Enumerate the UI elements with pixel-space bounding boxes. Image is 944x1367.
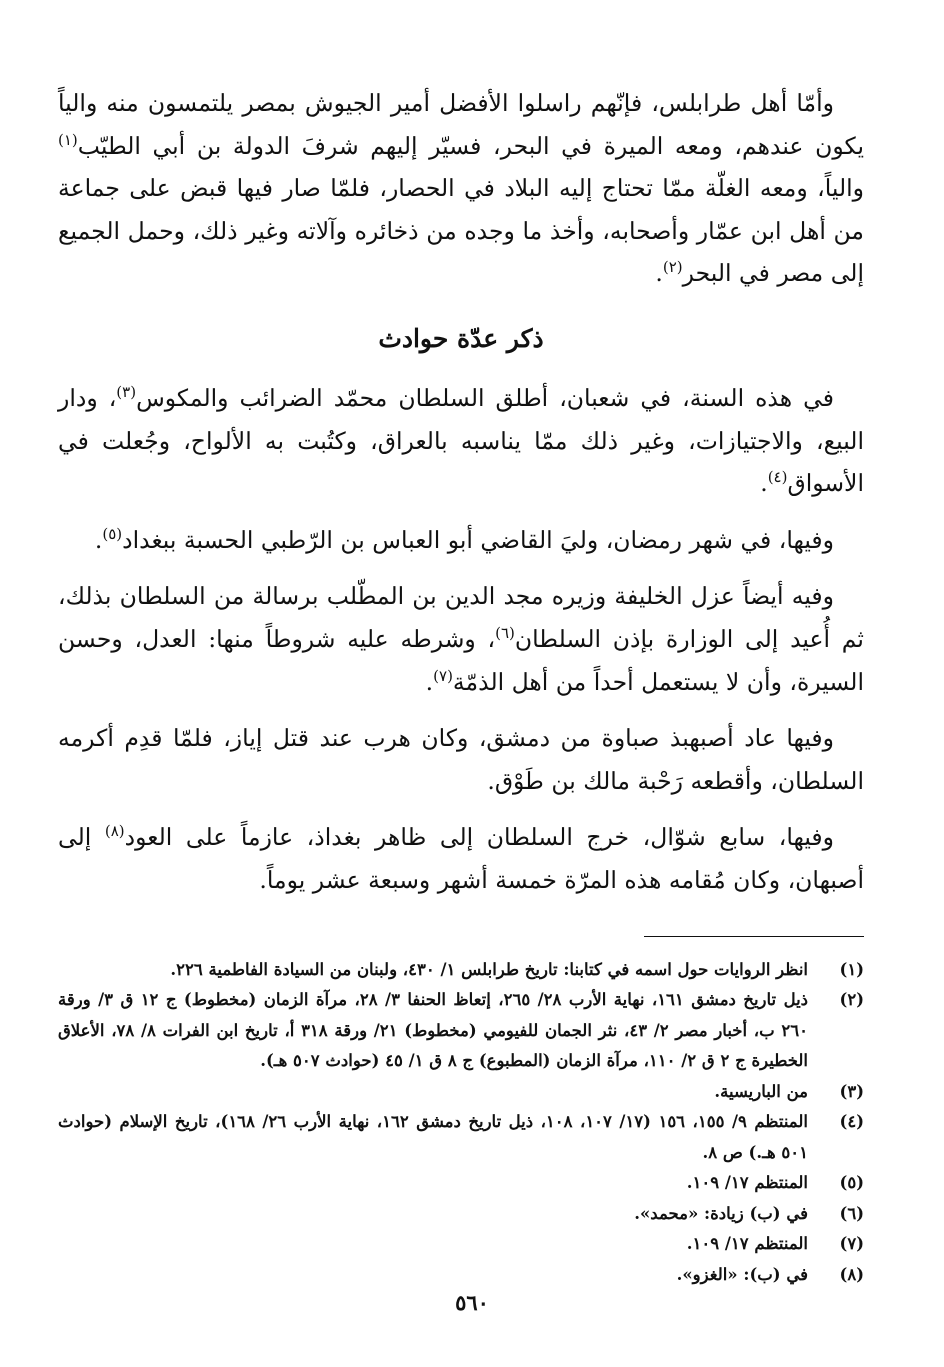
paragraph-text: والياً، ومعه الغلّة ممّا تحتاج إليه البلاد في الحصار، فلمّا صار فيها قبض على جماعة من أهل ابن عمّار وأصحابه، وأخذ ما وجده من ذخائره وآلاته وغير ذلك، وحمل الجميع إلى مصر في البحر: [58, 174, 864, 288]
footnote-number: (٦): [839, 1203, 864, 1223]
paragraph-text: وأمّا أهل طرابلس، فإنّهم راسلوا الأفضل أمير الجيوش بمصر يلتمسون منه والياً يكون عندهم، ومعه الميرة في البحر، فسيّر إليهم شرفَ الدولة بن أبي الطيّب: [58, 89, 864, 160]
paragraph-end: .: [425, 667, 434, 696]
footnote-reference[interactable]: (٨): [104, 822, 125, 841]
footnote-item: [58, 955, 864, 986]
footnote-reference[interactable]: (٦): [495, 624, 515, 643]
paragraph-text: .: [94, 525, 103, 554]
footnote-text: المنتظم ١٧/ ١٠٩.: [686, 1173, 808, 1192]
paragraph-taxes: [58, 377, 864, 505]
paragraph-shawwal: [58, 816, 864, 901]
paragraph-text: ، وشرطه عليه شروطاً منها: العدل، وحسن السيرة، وأن لا يستعمل أحداً من أهل الذمّة: [58, 624, 864, 696]
document-page: [58, 82, 864, 1290]
footnote-item: [58, 985, 864, 1077]
footnote-separator: [644, 936, 864, 937]
footnote-item: [58, 1168, 864, 1199]
footnote-number: (٥): [839, 1173, 864, 1192]
footnote-item: [58, 1199, 864, 1230]
footnote-text: من الباريسية.: [714, 1081, 808, 1101]
footnote-number: (١): [839, 959, 864, 979]
footnote-text: انظر الروايات حول اسمه في كتابنا: تاريخ طرابلس ١/ ٤٣٠، ولبنان من السيادة الفاطمية ٢٢٦.: [170, 959, 808, 979]
section-heading: ذكر عدّة حوادث: [378, 323, 544, 353]
footnote-text: المنتظم ٩/ ١٥٥، ١٥٦ (١٧/ ١٠٧، ١٠٨، ذيل تاريخ دمشق ١٦٢، نهاية الأرب ٢٦/ ١٦٨)، تاريخ الإسلام (حوادث ٥٠١ هـ.) ص ٨.: [58, 1112, 808, 1162]
page-number: ٥٦٠: [455, 1290, 489, 1315]
paragraph-vizier: [58, 575, 864, 703]
paragraph-text: وفيه أيضاً عزل الخليفة وزيره مجد الدين بن المطّلب برسالة من السلطان بذلك، ثم أُعيد إلى الوزارة بإذن السلطان: [58, 582, 864, 653]
footnote-reference[interactable]: (٧): [433, 666, 453, 685]
footnote-reference[interactable]: (٤): [767, 468, 788, 487]
paragraph-text: إلى أصبهان، وكان مُقامه هذه المرّة خمسة أشهر وسبعة عشر يوماً.: [58, 823, 864, 894]
footnote-item: [58, 1229, 864, 1260]
paragraph-hisba: [58, 519, 864, 562]
paragraph-tripoli: [58, 82, 864, 295]
footnote-number: (٧): [839, 1234, 864, 1253]
footnote-text: في (ب): «الغزو».: [676, 1264, 808, 1284]
footnote-reference[interactable]: (٥): [102, 524, 123, 543]
footnote-item: [58, 1107, 864, 1168]
footnote-number: (٨): [839, 1264, 864, 1284]
footnote-reference[interactable]: (١): [58, 130, 78, 149]
footnotes-list: [58, 955, 864, 1291]
footnote-number: (٣): [839, 1081, 864, 1101]
footnote-text: ذيل تاريخ دمشق ١٦١، نهاية الأرب ٢٨/ ٢٦٥، إتعاظ الحنفا ٣/ ٢٨، مرآة الزمان (مخطوط) ج ١٢ ق ٣/ ورقة ٢٦٠ ب، أخبار مصر ٢/ ٤٣، نثر الجمان للفيومي (مخطوط) ٢١/ ورقة ٣١٨ أ، تاريخ ابن الفرات ٨/ ٧٨، الأعلاق الخطيرة ج ٢ ق ٢/ ١١٠، مرآة الزمان (المطبوع) ج ٨ ق ١/ ٤٥ (حوادث ٥٠٧ هـ).: [58, 990, 809, 1070]
footnote-reference[interactable]: (٣): [116, 383, 137, 402]
paragraph-end: .: [760, 469, 768, 498]
paragraph-ispahbad: [58, 717, 864, 802]
paragraph-text: وفيها، سابع شوّال، خرج السلطان إلى ظاهر بغداذ، عازماً على العود: [124, 823, 834, 852]
footnote-item: [58, 1260, 864, 1291]
footnote-text: المنتظم ١٧/ ١٠٩.: [686, 1234, 808, 1253]
footnote-number: (٤): [839, 1112, 864, 1131]
paragraph-text: في هذه السنة، في شعبان، أطلق السلطان محمّد الضرائب والمكوس: [136, 383, 834, 412]
paragraph-end: .: [655, 259, 663, 288]
footnote-number: (٢): [839, 990, 864, 1009]
paragraph-text: ، ودار البيع، والاجتيازات، وغير ذلك ممّا يناسبه بالعراق، وكتُبت به الألواح، وجُعلت في الأسواق: [58, 383, 864, 498]
paragraph-text: وفيها، في شهر رمضان، وليَ القاضي أبو العباس بن الرّطبي الحسبة ببغداد: [122, 525, 834, 554]
paragraph-text: وفيها عاد أصبهبذ صباوة من دمشق، وكان هرب عند قتل إياز، فلمّا قدِم أكرمه السلطان، وأقطعه رَحْبة مالك بن طَوْق.: [58, 724, 864, 795]
footnote-item: [58, 1077, 864, 1108]
footnote-text: في (ب) زيادة: «محمد».: [634, 1203, 808, 1223]
footnote-reference[interactable]: (٢): [662, 258, 683, 277]
